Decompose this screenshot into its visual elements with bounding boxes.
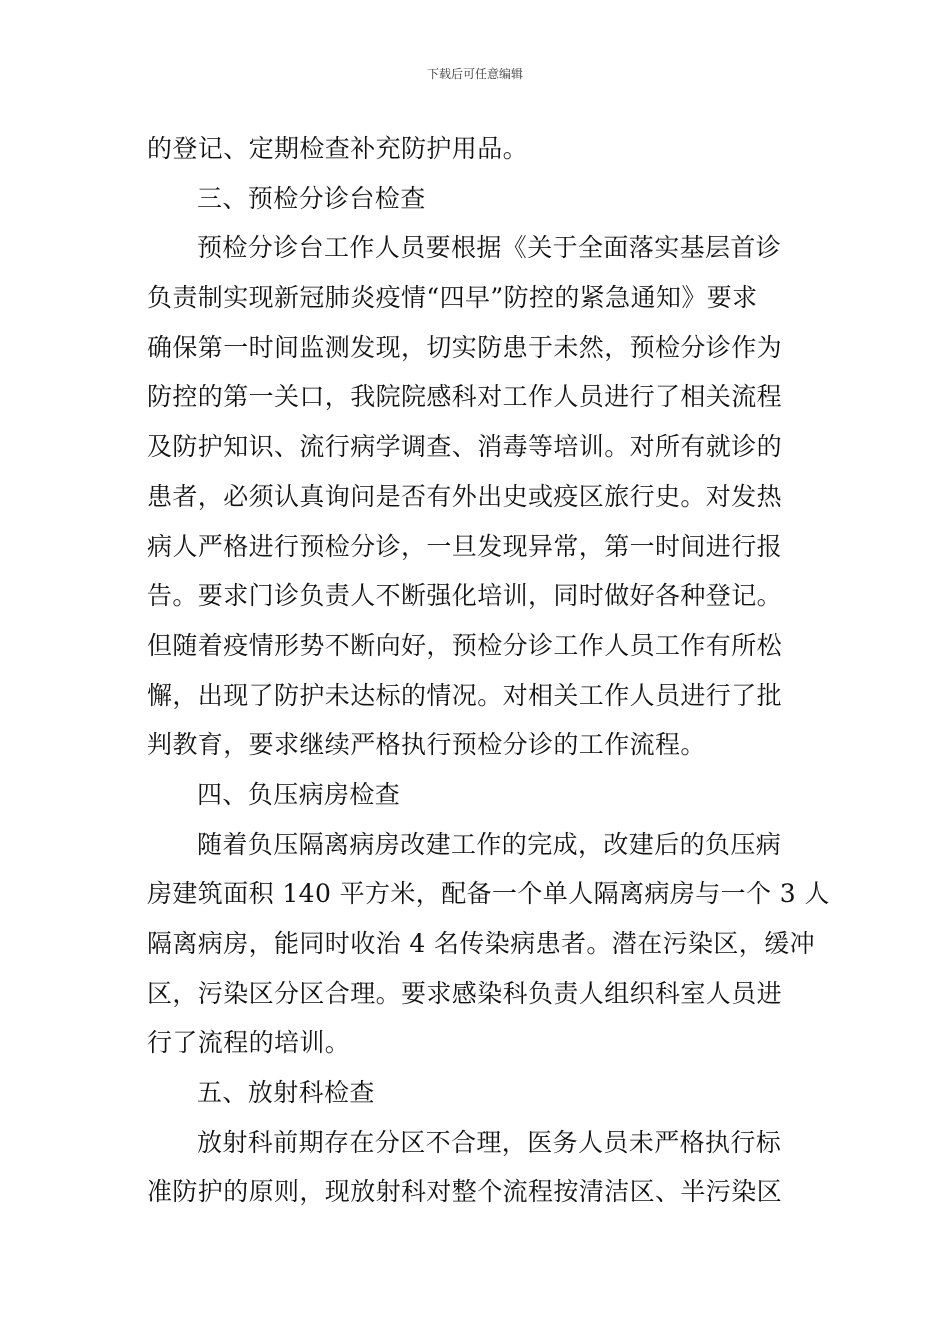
document-body <box>147 124 830 1217</box>
text-line: 判教育，要求继续严格执行预检分诊的工作流程。 <box>147 730 706 760</box>
text-line: 准防护的原则，现放射科对整个流程按清洁区、半污染区 <box>147 1177 783 1207</box>
section-heading: 四、负压病房检查 <box>197 779 401 809</box>
text-line: 确保第一时间监测发现，切实防患于未然，预检分诊作为 <box>147 332 783 362</box>
text-line: 的登记、定期检查补充防护用品。 <box>147 134 529 163</box>
page-header: 下载后可任意编辑 <box>426 67 523 81</box>
section-heading: 三、预检分诊台检查 <box>197 183 426 213</box>
text-line: 告。要求门诊负责人不断强化培训，同时做好各种登记。 <box>147 581 783 611</box>
section-heading: 五、放射科检查 <box>197 1078 375 1108</box>
text-line: 懈，出现了防护未达标的情况。对相关工作人员进行了批 <box>147 680 783 710</box>
text-line: 但随着疫情形势不断向好，预检分诊工作人员工作有所松 <box>147 630 783 660</box>
text-line: 防控的第一关口，我院院感科对工作人员进行了相关流程 <box>147 382 783 412</box>
text-line: 及防护知识、流行病学调查、消毒等培训。对所有就诊的 <box>147 432 783 462</box>
text-line: 房建筑面积 140 平方米，配备一个单人隔离病房与一个 3 人 <box>147 879 830 909</box>
text-line: 区，污染区分区合理。要求感染科负责人组织科室人员进 <box>147 978 783 1008</box>
text-line: 随着负压隔离病房改建工作的完成，改建后的负压病 <box>197 829 782 859</box>
text-line: 预检分诊台工作人员要根据《关于全面落实基层首诊 <box>197 233 782 263</box>
text-line: 病人严格进行预检分诊，一旦发现异常，第一时间进行报 <box>147 531 783 561</box>
text-line: 患者，必须认真询问是否有外出史或疫区旅行史。对发热 <box>147 481 783 511</box>
text-line: 隔离病房，能同时收治 4 名传染病患者。潜在污染区，缓冲 <box>147 929 816 958</box>
text-line: 负责制实现新冠肺炎疫情“四早”防控的紧急通知》要求 <box>147 283 758 313</box>
text-line: 行了流程的培训。 <box>147 1028 351 1058</box>
text-line: 放射科前期存在分区不合理，医务人员未严格执行标 <box>197 1127 782 1157</box>
